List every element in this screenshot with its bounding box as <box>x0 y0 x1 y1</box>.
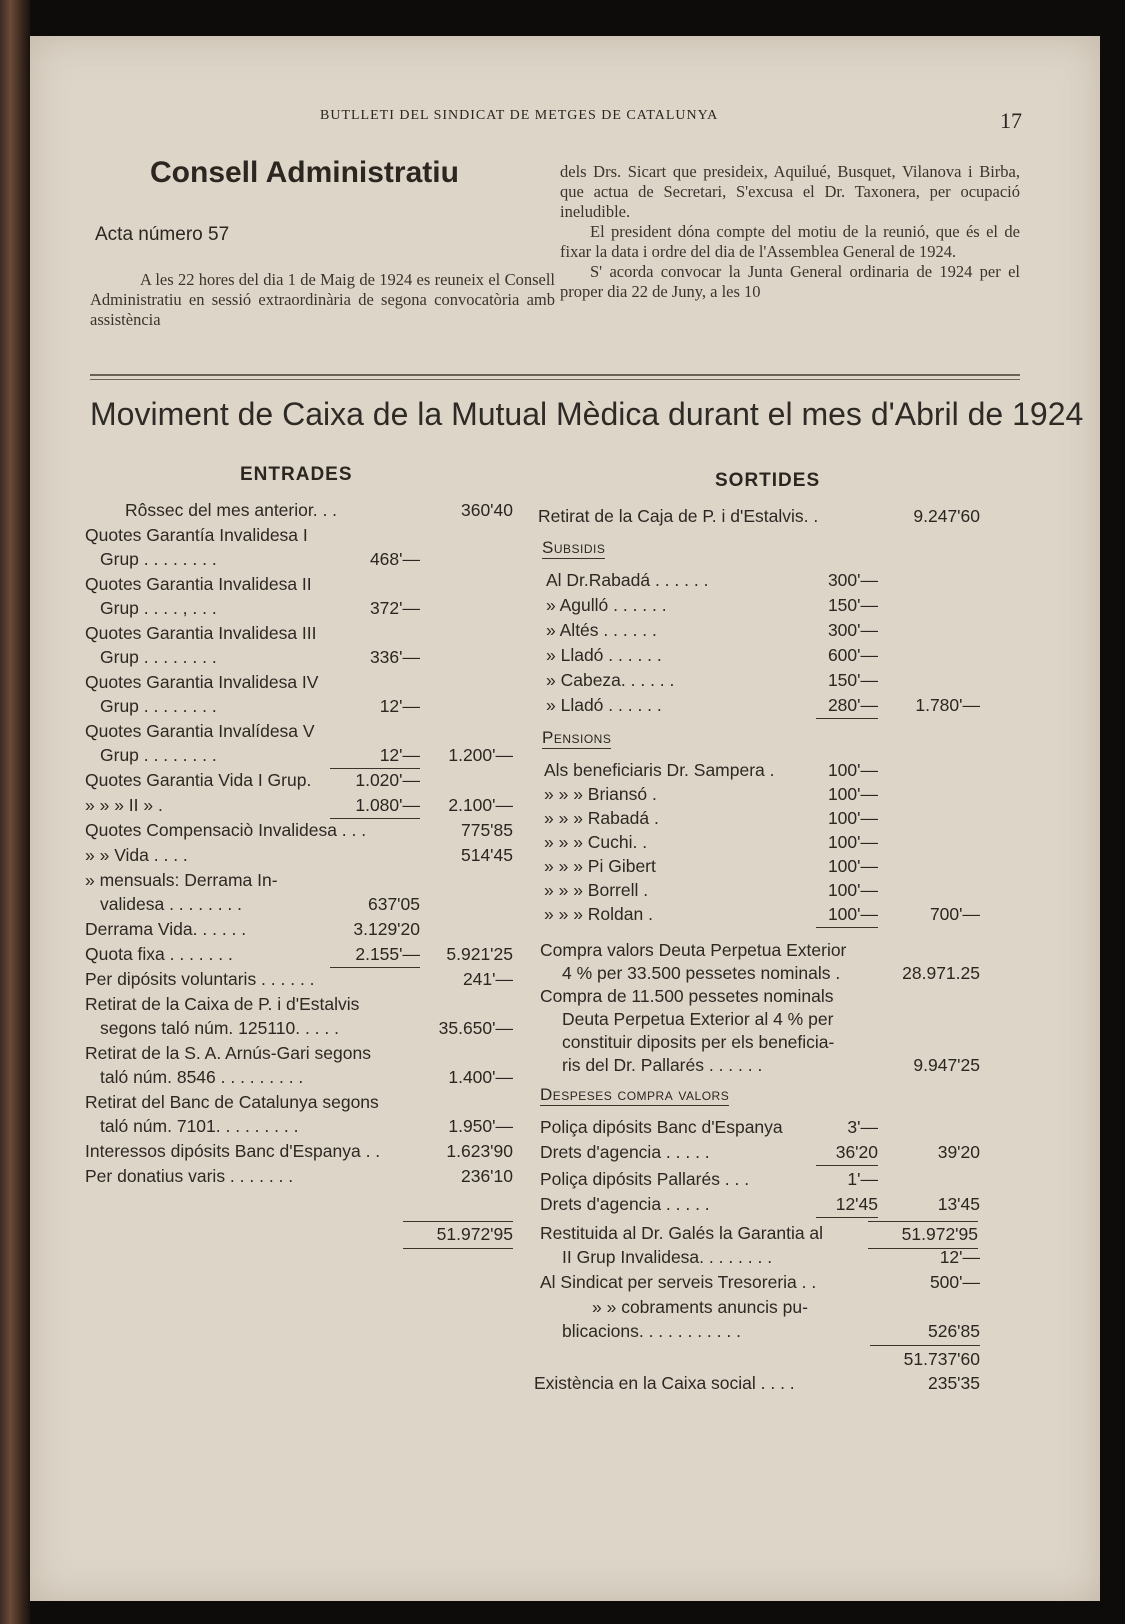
entry-total: 35.650'— <box>438 1018 513 1038</box>
entry-total: 241'— <box>462 969 513 989</box>
entry-subamount: 372'— <box>369 598 420 618</box>
despeses-total: 39'20 <box>937 1142 980 1162</box>
entry-label: Quotes Garantia Invalídesa V <box>85 721 315 741</box>
minutes-right-column <box>560 162 1020 302</box>
entry-subamount: 336'— <box>369 647 420 667</box>
entry-label: Quotes Garantia Invalidesa III <box>85 623 317 643</box>
pensions-heading: Pensions <box>542 728 612 747</box>
pension-amount: 100'— <box>827 808 878 828</box>
pensions-total: 700'— <box>929 904 980 924</box>
entry-label: Derrama Vida. . . . . . <box>85 919 247 939</box>
despesa-label: Drets d'agencia . . . . . <box>540 1194 710 1214</box>
pension-label: » » » Borrell . <box>544 880 649 900</box>
entry-label: Quotes Garantia Vida I Grup. <box>85 770 312 790</box>
entry-label: Retirat del Banc de Catalunya segons <box>85 1092 379 1112</box>
pension-label: » » » Roldan . <box>544 904 653 924</box>
pension-amount: 100'— <box>827 760 878 780</box>
pension-amount: 100'— <box>827 880 878 900</box>
entry-total: 1.200'— <box>448 745 513 765</box>
entry-label: Interessos dipósits Banc d'Espanya . . <box>85 1141 381 1161</box>
cash-movement-title: Moviment de Caixa de la Mutual Mèdica durant el mes d'Abril de 1924 <box>90 396 1084 432</box>
subsidi-amount: 150'— <box>827 670 878 690</box>
entry-subamount: 1.020'— <box>355 770 420 790</box>
entry-subamount: 637'05 <box>367 894 420 914</box>
despesa-label: Poliça dipósits Banc d'Espanya <box>540 1117 783 1137</box>
entry-subamount: 12'— <box>379 696 420 716</box>
subtotal-rule <box>330 818 420 819</box>
entry-label: Quotes Compensaciò Invalidesa . . . <box>85 820 367 840</box>
entry-label: validesa . . . . . . . . <box>100 894 242 914</box>
entry-total: 1.950'— <box>448 1116 513 1136</box>
sortides-grand-total: 51.972'95 <box>901 1224 978 1244</box>
subsidi-amount: 300'— <box>827 570 878 590</box>
existencia-total: 235'35 <box>927 1373 980 1393</box>
despesa-amount: 3'— <box>847 1117 878 1137</box>
subtotal-rule <box>816 1165 878 1166</box>
entry-label: » » » II » . <box>85 795 163 815</box>
exit-total: 28.971.25 <box>902 963 980 983</box>
subsidi-label: Al Dr.Rabadá . . . . . . <box>546 570 709 590</box>
entry-subamount: 468'— <box>369 549 420 569</box>
entry-total: 1.400'— <box>448 1067 513 1087</box>
despeses-heading: Despeses compra valors <box>540 1085 730 1104</box>
entry-label: taló núm. 8546 . . . . . . . . . <box>100 1067 304 1087</box>
subsidi-label: » Lladó . . . . . . <box>546 645 662 665</box>
exit-total: 526'85 <box>927 1321 980 1341</box>
section-title: Consell Administratiu <box>150 156 459 189</box>
subsidis-heading: Subsidis <box>542 538 606 557</box>
minutes-paragraph: A les 22 hores del dia 1 de Maig de 1924 es reuneix el Consell Administratiu en sessió extraordinària de segona convocatòria amb assistència <box>90 270 555 329</box>
pension-label: » » » Rabadá . <box>544 808 659 828</box>
exit-label: Al Sindicat per serveis Tresoreria . . <box>540 1272 817 1292</box>
page-number: 17 <box>1000 108 1022 133</box>
subtotal-rule <box>330 967 420 968</box>
acta-number: Acta número 57 <box>95 224 230 245</box>
total-rule <box>403 1221 513 1222</box>
entry-label: Grup . . . . . . . . <box>100 745 217 765</box>
entry-total: 775'85 <box>460 820 513 840</box>
pension-amount: 100'— <box>827 832 878 852</box>
subtotal-rule <box>870 1345 980 1346</box>
entry-label: Grup . . . . . . . . <box>100 647 217 667</box>
pension-amount: 100'— <box>827 904 878 924</box>
exit-total: 500'— <box>929 1272 980 1292</box>
entry-label: Retirat de la Caixa de P. i d'Estalvis <box>85 994 360 1014</box>
entry-label: Per dipósits voluntaris . . . . . . <box>85 969 315 989</box>
despesa-amount: 36'20 <box>835 1142 878 1162</box>
exit-label: Deuta Perpetua Exterior al 4 % per <box>562 1009 834 1029</box>
entry-subamount: 12'— <box>379 745 420 765</box>
entry-label: Quota fixa . . . . . . . <box>85 944 233 964</box>
entrades-grand-total: 51.972'95 <box>436 1224 513 1244</box>
exit-total: 9.947'25 <box>913 1055 980 1075</box>
subsidi-amount: 280'— <box>827 695 878 715</box>
subsidi-label: » Lladó . . . . . . <box>546 695 662 715</box>
divider <box>90 379 1020 380</box>
subsidi-amount: 300'— <box>827 620 878 640</box>
entry-label: Quotes Garantia Invalidesa II <box>85 574 312 594</box>
entry-total: 1.623'90 <box>446 1141 513 1161</box>
document-page <box>30 36 1100 1601</box>
entry-subamount: 2.155'— <box>355 944 420 964</box>
total-rule <box>403 1248 513 1249</box>
exit-total: 9.247'60 <box>913 506 980 526</box>
entry-total: 236'10 <box>460 1166 513 1186</box>
entry-subamount: 1.080'— <box>355 795 420 815</box>
entry-label: segons taló núm. 125110. . . . . <box>100 1018 339 1038</box>
exit-label: » » cobraments anuncis pu- <box>592 1297 808 1317</box>
entry-total: 514'45 <box>460 845 513 865</box>
entry-label: » mensuals: Derrama In- <box>85 870 278 890</box>
exit-label: constituir diposits per els beneficia- <box>562 1032 835 1052</box>
despesa-label: Drets d'agencia . . . . . <box>540 1142 710 1162</box>
subtotal-rule <box>816 1217 878 1218</box>
pension-label: » » » Cuchi. . <box>544 832 648 852</box>
existencia-label: Existència en la Caixa social . . . . <box>534 1373 795 1393</box>
exit-subtotal: 51.737'60 <box>903 1349 980 1369</box>
entry-label: Per donatius varis . . . . . . . <box>85 1166 294 1186</box>
minutes-left-paragraph <box>90 270 555 330</box>
entry-label: Retirat de la S. A. Arnús-Gari segons <box>85 1043 371 1063</box>
entry-label: Grup . . . . . . . . <box>100 696 217 716</box>
exit-label: Restituida al Dr. Galés la Garantia al <box>540 1223 824 1243</box>
entry-label: taló núm. 7101. . . . . . . . . <box>100 1116 299 1136</box>
subsidis-total: 1.780'— <box>915 695 980 715</box>
despeses-total: 13'45 <box>937 1194 980 1214</box>
despesa-amount: 1'— <box>847 1169 878 1189</box>
entry-subamount: 3.129'20 <box>353 919 420 939</box>
subsidi-label: » Altés . . . . . . <box>546 620 657 640</box>
minutes-paragraph: El president dóna compte del motiu de la reunió, que és el de fixar la data i ordre del dia de l'Assemblea General de 1924. <box>560 222 1020 261</box>
entry-label: Grup . . . . . . . . <box>100 549 217 569</box>
exit-label: Compra de 11.500 pessetes nominals <box>540 986 834 1006</box>
pension-label: » » » Briansó . <box>544 784 657 804</box>
entry-label: Rôssec del mes anterior. . . <box>125 500 338 520</box>
pension-amount: 100'— <box>827 856 878 876</box>
pension-label: Als beneficiaris Dr. Sampera . <box>544 760 775 780</box>
subsidi-amount: 600'— <box>827 645 878 665</box>
despesa-label: Poliça dipósits Pallarés . . . <box>540 1169 750 1189</box>
subsidi-amount: 150'— <box>827 595 878 615</box>
exit-label: 4 % per 33.500 pessetes nominals . <box>562 963 841 983</box>
subtotal-rule <box>816 927 878 928</box>
exit-label: II Grup Invalidesa. . . . . . . . <box>562 1247 773 1267</box>
entry-total: 360'40 <box>460 500 513 520</box>
divider <box>90 374 1020 376</box>
subtotal-rule <box>330 768 420 769</box>
exit-label: Compra valors Deuta Perpetua Exterior <box>540 940 847 960</box>
entry-total: 5.921'25 <box>446 944 513 964</box>
total-rule <box>868 1221 978 1222</box>
exit-total: 12'— <box>939 1247 980 1267</box>
entry-label: Quotes Garantia Invalidesa IV <box>85 672 319 692</box>
entry-label: Grup . . . . , . . . <box>100 598 217 618</box>
exit-label: blicacions. . . . . . . . . . . <box>562 1321 741 1341</box>
sortides-heading: SORTIDES <box>715 470 821 491</box>
minutes-paragraph: dels Drs. Sicart que presideix, Aquilué, Busquet, Vilanova i Birba, que actua de Secretari, S'excusa el Dr. Taxonera, per ocupació ineludible. <box>560 162 1020 221</box>
pension-label: » » » Pi Gibert <box>544 856 656 876</box>
exit-label: ris del Dr. Pallarés . . . . . . <box>562 1055 763 1075</box>
entry-label: Quotes Garantía Invalidesa I <box>85 525 308 545</box>
pension-amount: 100'— <box>827 784 878 804</box>
subsidi-label: » Cabeza. . . . . . <box>546 670 675 690</box>
book-spine <box>0 0 30 1624</box>
entry-label: » » Vida . . . . <box>85 845 188 865</box>
entrades-heading: ENTRADES <box>240 464 353 485</box>
exit-label: Retirat de la Caja de P. i d'Estalvis. . <box>538 506 819 526</box>
running-header: BUTLLETI DEL SINDICAT DE METGES DE CATALUNYA <box>320 108 719 123</box>
subsidi-label: » Agulló . . . . . . <box>546 595 667 615</box>
minutes-paragraph: S' acorda convocar la Junta General ordinaria de 1924 per el proper dia 22 de Juny, a les 10 <box>560 262 1020 301</box>
despesa-amount: 12'45 <box>835 1194 878 1214</box>
subtotal-rule <box>816 718 878 719</box>
entry-total: 2.100'— <box>448 795 513 815</box>
